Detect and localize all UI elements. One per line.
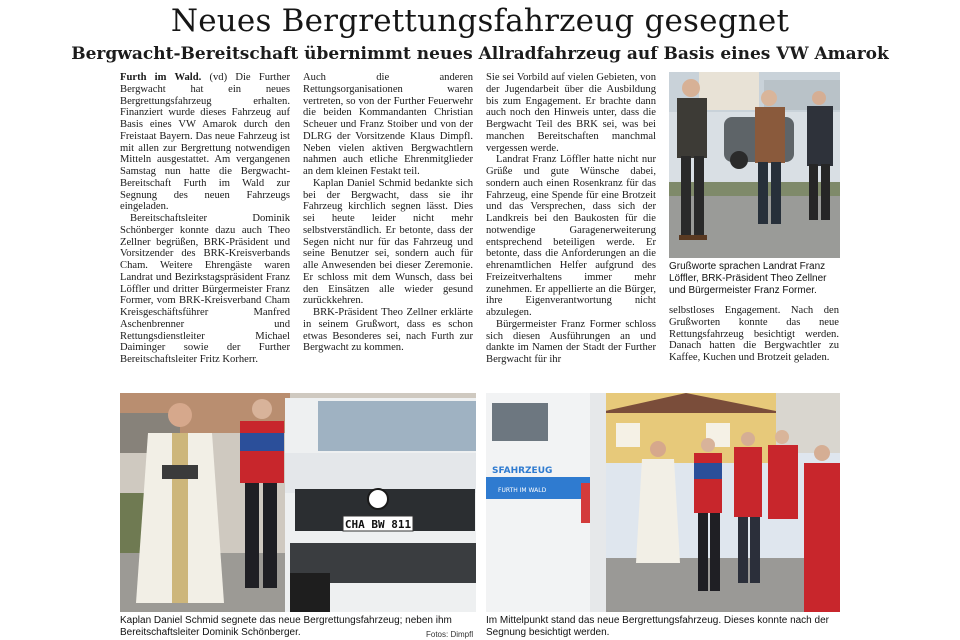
article-column-2 bbox=[303, 72, 473, 380]
article-paragraph: selbstloses Engagement. Nach den Grußworten konnte das neue Rettungsfahrzeug besichtigt werden. Danach hatten die Bergwachtler zu Kaffee, Kuchen und Brotzeit geladen. bbox=[669, 305, 839, 363]
subheadline: Bergwacht-Bereitschaft übernimmt neues Allradfahrzeug auf Basis eines VW Amarok bbox=[71, 44, 889, 64]
article-paragraph: Furth im Wald. (vd) Die Further Bergwacht hat ein neues Bergrettungsfahrzeug erhalten. Finanziert wurde dieses Fahrzeug auf Basis eines VW Amarok durch den Freistaat Bayern. Das neue Fahrzeug ist mit allen zur Bergrettung notwendigen Mitteln ausgestattet. Am vergangenen Samstag nun hatte die Bergwacht-Bereitschaft Furth im Wald zur Segnung des neuen Fahrzeugs eingeladen. bbox=[120, 72, 290, 213]
article-paragraph: Bereitschaftsleiter Dominik Schönberger konnte dazu auch Theo Zellner begrüßen, BRK-Präsident und Vorsitzender des BRK-Kreisverbands Cham. Weitere Ehrengäste waren Landrat und Bezirkstagspräsident Franz Löffler und dritter Bürgermeister Franz Former, vom BRK-Kreisverband Cham Kreisgeschäftsführer Manfred Aschenbrenner und Rettungsdienstleiter Michael Daiminger sowie der Further Bereitschaftsleiter Fritz Korherr. bbox=[120, 213, 290, 365]
photo-greetings bbox=[669, 72, 840, 258]
article-paragraph: Landrat Franz Löffler hatte nicht nur Grüße und gute Wünsche dabei, sondern auch einen Rosenkranz für das Fahrzeug, eine Spende für eine Brotzeit und das Versprechen, dass sich der Landkreis bei den Baukosten für die notwendige Garagenerweiterung entsprechend beteiligen werde. Er betonte, dass die Anforderungen an die ehrenamtlichen Helfer aufgrund des Freizeitverhaltens immer mehr zunehmen. Er appellierte an die Bürger, ihre Eigenverantwortung nicht abzulegen. bbox=[486, 154, 656, 318]
article-column-4 bbox=[669, 305, 839, 380]
article-column-1 bbox=[120, 72, 290, 380]
headline: Neues Bergrettungsfahrzeug gesegnet bbox=[170, 3, 790, 39]
article-column-3 bbox=[486, 72, 656, 380]
photo-greetings-image bbox=[669, 72, 840, 258]
caption-greetings: Grußworte sprachen Landrat Franz Löffler, BRK-Präsident Theo Zellner und Bürgermeister Franz Former. bbox=[669, 261, 827, 296]
vehicle-lettering: SFAHRZEUG bbox=[492, 466, 553, 476]
dateline: Furth im Wald. bbox=[120, 72, 202, 83]
caption-inspection: Im Mittelpunkt stand das neue Bergrettungsfahrzeug. Dieses konnte nach der Segnung besichtigt werden. bbox=[486, 615, 829, 638]
article-paragraph: Kaplan Daniel Schmid bedankte sich bei der Bergwacht, dass sie ihr Fahrzeug kirchlich segnen lässt. Dies sei heute leider nicht mehr selbstverständlich. Er betonte, dass der Segen nicht nur für das Fahrzeug und seine Benutzer sei, sondern auch für alle Anwesenden bei dieser Zeremonie. Er schloss mit dem Wunsch, dass bei den Einsätzen alle wieder gesund zurückkehren. bbox=[303, 177, 473, 307]
article-paragraph: Sie sei Vorbild auf vielen Gebieten, von der Jugendarbeit über die Ausbildung bis zum Engagement. Er brachte dann auch noch den Hinweis unter, dass die Bergwacht Teil des BRK sei, was bei manchen Bereitschaften manchmal vergessen werde. bbox=[486, 72, 656, 154]
article-paragraph: Bürgermeister Franz Former schloss sich diesen Ausführungen an und dankte im Namen der Stadt der Further Bergwacht für ihr bbox=[486, 318, 656, 365]
photo-credit: Fotos: Dimpfl bbox=[426, 630, 474, 639]
photo-inspection bbox=[486, 393, 840, 612]
article-paragraph: BRK-Präsident Theo Zellner erklärte in seinem Grußwort, dass es schon etwas Besonderes sei, nach Furth zur Bergwacht zu kommen. bbox=[303, 307, 473, 354]
photo-inspection-image bbox=[486, 393, 840, 612]
license-plate: CHA BW 811 bbox=[344, 518, 412, 531]
article-paragraph: Auch die anderen Rettungsorganisationen waren vertreten, so von der Further Feuerwehr die beiden Kommandanten Christian Scheuer und Franz Stoiber und von der DLRG der Vorsitzende Klaus Dimpfl. Neben vielen aktiven Bergwachtlern nahmen auch etliche Ehrenmitglieder an dem kleinen Festakt teil. bbox=[303, 72, 473, 177]
photo-blessing bbox=[120, 393, 476, 612]
photo-blessing-image bbox=[120, 393, 476, 612]
caption-blessing: Kaplan Daniel Schmid segnete das neue Bergrettungsfahrzeug; neben ihm Bereitschaftsleiter Dominik Schönberger. bbox=[120, 615, 452, 638]
vehicle-town: FURTH IM WALD bbox=[498, 487, 547, 494]
